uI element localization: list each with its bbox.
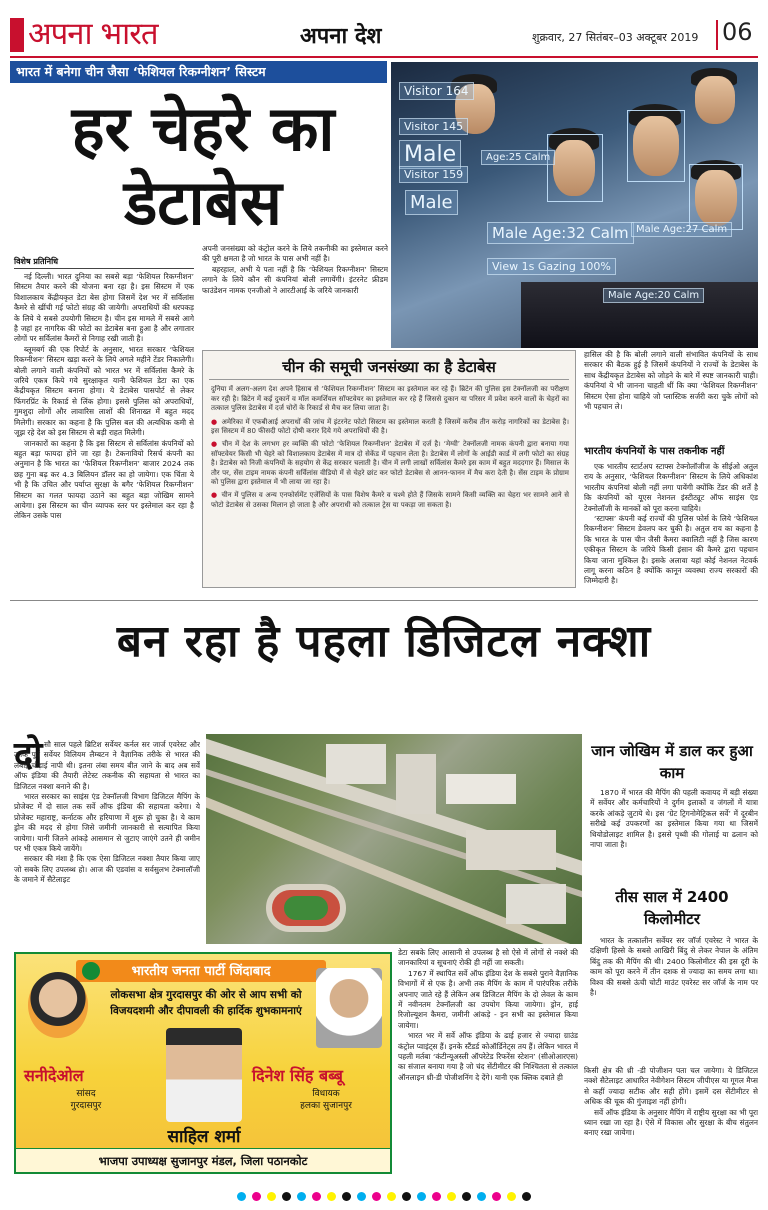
paragraph: भारत के तत्कालीन सर्वेयर सर जॉर्ज एवरेस्ट ने भारत के दक्षिणी हिस्से के सबसे आखिरी बिंदु से लेकर नेपाल के अंतिम बिंदु तक की मैपिंग की थी। 2400 किलोमीटर की इस दूरी के काम को पूरा करने में तीन दशक से ज्यादा का समय लगा था। विश्व की सबसे ऊंची चोटी माउंट एवरेस्ट सर जॉर्ज के नाम पर है। [590, 936, 758, 998]
story1-byline: विशेष प्रतिनिधि [14, 257, 59, 266]
story1-headline-line2: डेटाबेस [124, 166, 282, 239]
photo-tag: Visitor 159 [399, 166, 468, 183]
registration-dot [327, 1192, 336, 1201]
registration-dot [507, 1192, 516, 1201]
section-rule [10, 600, 758, 601]
story1-byline-rule [14, 268, 194, 269]
masthead-section: अपना देश [300, 24, 382, 49]
paragraph: एक भारतीय स्टार्टअप स्टाफ्स टेक्नोलॉजीज के सीईओ अतुल राय के अनुसार, ‘फेशियल रिकग्नीशन’ सिस्टम के लिये अधिकांश भारतीय कंपनियां बोली नहीं लगा पायेंगी क्योंकि टेंडर की शर्तें है कि कंपनियों को यूएस नेशनल इंस्टीट्यूट ऑफ साइंस एंड टेक्नोलॉजी के मानकों को पूरा करना चाहिये। [584, 462, 758, 513]
photo-tag: Male Age:32 Calm [487, 222, 634, 244]
right-portrait [316, 968, 382, 1048]
ad-greeting-line1: लोकसभा क्षेत्र गुरदासपुर की ओर से आप सभी को [110, 989, 302, 1001]
ad-slogan-band [76, 960, 326, 982]
ad-right-role: विधायक [312, 1089, 340, 1099]
registration-dot [432, 1192, 441, 1201]
story1-subhead: भारतीय कंपनियों के पास तकनीक नहीं [584, 446, 725, 457]
paragraph: डेटा सबके लिए आसानी से उपलब्ध है सो ऐसे में लोगों से नक्शे की जानकारियां व सूचनाएं रोकी ही नहीं जा सकती। [398, 948, 578, 968]
box-bullet-text: अमेरिका में एफबीआई अपराधों की जांच में इंटरनेट फोटो सिस्टम का इस्तेमाल करती है जिसमें करीब तीन करोड़ नागरिकों का डेटाबेस है। इस सिस्टम में 80 फीसदी फोटो दोषी करार दिये गये अपराधियों की है। [211, 417, 569, 436]
registration-dot [462, 1192, 471, 1201]
registration-dot [312, 1192, 321, 1201]
registration-dot [252, 1192, 261, 1201]
registration-dot [297, 1192, 306, 1201]
box-title: चीन की समूची जनसंख्या का है डेटाबेस [282, 358, 496, 376]
china-database-box [202, 350, 576, 588]
story1-headline-line1: हर चेहरे का [71, 92, 335, 165]
paragraph: किसी क्षेत्र की थ्री -डी पोजीशन पता चल जायेगा। ये डिजिटल नक्शे सैटेलाइट आधारित नेवीगेशन सिस्टम जीपीएस या गूगल मैप्स से कहीं ज्यादा सटीक और सही होंगे। इसमें दस सेंटीमीटर से अधिक की चूक की गुंजाइश नहीं होगी। [584, 1066, 758, 1107]
ad-slogan: भारतीय जनता पार्टी जिंदाबाद [131, 964, 271, 979]
paragraph: जानकारों का कहना है कि इस सिस्टम से सर्विलांस कंपनियों को बहुत बड़ा फायदा होने जा रहा है। टेकनावियो रिसर्च कंपनी का अनुमान है कि भारत का ‘फेशियल रिकग्नीशन’ बाजार 2024 तक छह गुना बढ़ कर 4.3 बिलियन डॉलर का हो जायेगा। एक चिंता ये भी है कि उचित और पर्याप्त सुरक्षा के बगैर ‘फेशियल रिकग्नीशन’ सिस्टम का गलत फायदा उठाने का बहुत बड़ा जोखिम सामने आयेगा। इस सिस्टम का चीन व्यापक स्तर पर इस्तेमाल कर रहा है लेकिन उसके पास [14, 438, 194, 521]
story2-column-1 [14, 735, 200, 922]
ad-left-name: सनीदेओल [24, 1066, 84, 1085]
paragraph: हासिल की है कि बोली लगाने वाली संभावित कंपनियों के साथ सरकार की बैठक हुई है जिसमें कंपनियों ने राज्यों के डेटाबेस के साथ केंद्रीयकृत डेटाबेस को जोड़ने के बारे में स्पष्ट जानकारी चाही। कंपनियां ये भी जानना चाहती थीं कि क्या ‘फेशियल रिकग्नीशन’ सिस्टम ऐसा होना चाहिये जो प्लास्टिक सर्जरी करा चुके लोगों को भी पहचान ले। [584, 350, 758, 412]
box-bullet-text: चीन में पुलिस व अन्य एनफोर्समेंट एजेंसियों के पास विशेष कैमरे व चश्मे होते हैं जिसके सामने किसी व्यक्ति का चेहरा भर सामने आने से फोटो डेटाबेस से उसका मिलान हो जाता है और अपराधी को तत्काल ट्रेस या पकड़ा जा सकता है। [211, 490, 569, 509]
registration-dot [447, 1192, 456, 1201]
paragraph: अपनी जनसंख्या को कंट्रोल करने के लिये तकनीकी का इस्तेमाल करने की पूरी क्षमता है जो भारत के पास अभी नहीं है। [202, 244, 388, 264]
paragraph: नई दिल्ली। भारत दुनिया का सबसे बड़ा ‘फेशियल रिकग्नीशन’ सिस्टम तैयार करने की योजना बना रहा है। इस सिस्टम में एक विशालकाय केंद्रीयकृत डेटा बेस होगा जिसमें देश भर में सर्विलांस कैमरे से खींची गई फोटो संग्रह की जायेगी। अपराधियों की धरपकड़ के लिये ये सबसे उपयोगी सिस्टम है। चीन इस मामले में सबसे आगे है जहां हर नागरिक की फोटो का डेटाबेस बना हुआ है और लगातार लोगों पर सर्विलांस कैमरों से निगाह रखी जाती है। [14, 272, 194, 344]
paragraph: सौ साल पहले ब्रिटिश सर्वेयर कर्नल सर जार्ज एवरेस्ट और उनके पूर्व सर्वेयर विलियम लैम्बटन ने वैज्ञानिक तरीके से भारत की लंबाई-चौड़ाई नापी थी। इतना लंबा समय बीत जाने के बाद अब सर्वे ऑफ इंडिया की तैयारी लेटेस्ट तकनीक की सहायता से भारत का डिजिटल नक्शा बनाने की है। [14, 740, 200, 791]
aerial-map-photo [206, 734, 582, 944]
registration-dot [357, 1192, 366, 1201]
paragraph: सर्वे ऑफ इंडिया के अनुसार मैपिंग में राष्ट्रीय सुरक्षा का भी पूरा ध्यान रखा जा रहा है। ऐसे में विकास और सुरक्षा के बीच संतुलन बनाए रखा जायेगा। [584, 1107, 758, 1138]
dropcap: दो [14, 735, 43, 776]
ad-right-name: दिनेश सिंह बब्बू [252, 1066, 343, 1085]
facial-recognition-photo [391, 62, 758, 348]
box-bullet-text: चीन में देश के लगभग हर व्यक्ति की फोटो ‘फेशियल रिकग्नीशन’ डेटाबेस में दर्ज है। ‘मेग्वी’ टेक्नॉलजी नामक कंपनी द्वारा बनाया गया सॉफ्टवेयर किसी भी चेहरे को विशालकाय डेटाबेस में मात्र दो सेकेंड में पहचान लेता है। डेटाबेस में लोगों के आईडी कार्ड में लगी फोटो का संग्रह है। डेटाबेस को निजी कंपनियों के सहयोग से केंद्र सरकार चलाती है। चीन में लगी लाखों सर्विलांस कैमरे इस काम में बहुत मददगार हैं। मिसाल के तौर पर, सेंस टाइम नामक कंपनी सर्विलांस वीडियो में से चेहरे छांट कर फोटो डेटाबेस से आनन-फानन में मैच करा देती है। सेंस टाइम के प्रोग्राम को पुलिस द्वारा इस्तेमाल में भी लाया जा रहा है। [211, 439, 569, 487]
side2-title: तीस साल में 2400 किलोमीटर [615, 888, 729, 928]
ad-left-place: गुरदासपुर [70, 1101, 102, 1111]
side1-title: जान जोखिम में डाल कर हुआ काम [591, 742, 753, 782]
paragraph: ब्लूमबर्ग की एक रिपोर्ट के अनुसार, भारत सरकार ‘फेशियल रिकग्नीशन’ सिस्टम खड़ा करने के लिये अगले महीने टेंडर निकालेगी। बोली लगाने वाली कंपनियों को भारत भर में सर्विलांस कैमरे के जरिये एकत्र किये गये सुरक्षाकृत यानी फेशियल डेटा का एक केंद्रीयकृत सिस्टम बनाना होगा। ये डेटाबेस पासपोर्ट से लेकर फिंगरप्रिंट के रिकार्ड से लिंक होगा। इससे पुलिस को अपराधियों, गुमशुदा लोगों और लावारिस लाशों की शिनाख्त में बहुत मदद मिलेगी। सरकार का कहना है कि पुलिस बल की अत्यधिक कमी से जूझ रहे देश को इस सिस्टम से बड़ी राहत मिलेगी। [14, 344, 194, 438]
box-bullet: ● अमेरिका में एफबीआई अपराधों की जांच में इंटरनेट फोटो सिस्टम का इस्तेमाल करती है जिसमें करीब तीन करोड़ नागरिकों का डेटाबेस है। इस सिस्टम में 80 फीसदी फोटो दोषी करार दिये गये अपराधियों की है। [211, 417, 569, 436]
story1-column-3b [584, 462, 758, 590]
advertisement [14, 952, 392, 1174]
story1-column-3 [584, 350, 758, 442]
paragraph: सरकार की मंशा है कि एक ऐसा डिजिटल नक्शा तैयार किया जाए जो सबके लिए उपलब्ध हो। आज की एडवांस व सर्वसुलभ टेक्नालॉजी के जमाने में सैटेलाइट [14, 854, 200, 885]
ad-footer: भाजपा उपाध्यक्ष सुजानपुर मंडल, जिला पठानकोट [98, 1154, 308, 1168]
photo-tag: Male [405, 190, 458, 215]
masthead-brand-block [10, 18, 24, 52]
paragraph: 1870 में भारत की मैपिंग की पहली कवायद में बड़ी संख्या में सर्वेयर और कर्मचारियों ने दुर्गम इलाकों व जंगलों में यात्रा करके आंकड़े जुटाये थे। इस ‘ग्रेट ट्रिगनोमेट्रिकल सर्वे’ में दूरबीन सरीखे कई उपकरणों का इस्तेमाल किया गया था जिसमें थियोडोलाइट शामिल है। इससे पृथ्वी की गोलाई या ढलान को नापा जाता है। [590, 788, 758, 850]
masthead-date: शुक्रवार, 27 सितंबर–03 अक्टूबर 2019 [532, 31, 699, 44]
ad-footer-band [16, 1148, 390, 1172]
photo-tag: Visitor 164 [399, 82, 474, 100]
paragraph: बहरहाल, अभी ये पता नहीं है कि ‘फेशियल रिकग्नीशन’ सिस्टम लगाने के लिये कौन सी कंपनियां बोली लगायेंगी। इंटरनेट फ्रीडम फाउंडेशन नामक एनजीओ ने आरटीआई के जरिये जानकारी [202, 264, 388, 295]
paragraph: ‘स्टाफ्स’ कंपनी कई राज्यों की पुलिस फोर्स के लिये ‘फेशियल रिकग्नीशन’ सिस्टम डेवलप कर चुकी है। अतुल राय का कहना है कि भारत के पास चीन जैसी कैमरा क्वालिटी नहीं है जिस कारण एकीकृत सिस्टम के जरिये किसी इंसान की कैमरे द्वारा पहचान किया जाना मुश्किल है। इसके अलावा यहां कोई नेशनल नेटवर्क लागू करना कठिन है क्योंकि कानून व्यवस्था राज्य सरकारों की जिम्मेदारी है। [584, 514, 758, 586]
box-bullet: ● चीन में पुलिस व अन्य एनफोर्समेंट एजेंसियों के पास विशेष कैमरे व चश्मे होते हैं जिसके सामने किसी व्यक्ति का चेहरा भर सामने आने से फोटो डेटाबेस से उसका मिलान हो जाता है और अपराधी को तत्काल ट्रेस या पकड़ा जा सकता है। [211, 490, 569, 509]
registration-dot [402, 1192, 411, 1201]
side1-body [590, 788, 758, 884]
story1-column-1 [14, 272, 194, 590]
registration-dot [237, 1192, 246, 1201]
photo-tag: Male Age:27 Calm [631, 222, 732, 237]
bjp-lotus-icon [82, 962, 100, 980]
story2-headline: बन रहा है पहला डिजिटल नक्शा [116, 616, 652, 667]
masthead-brand: अपना भारत [28, 16, 158, 52]
registration-dot [417, 1192, 426, 1201]
masthead-divider [716, 20, 718, 50]
photo-tag: Visitor 145 [399, 118, 468, 135]
masthead-rule [10, 56, 758, 58]
page-number: 06 [722, 18, 753, 46]
registration-dot [267, 1192, 276, 1201]
center-portrait [166, 1028, 242, 1122]
photo-tag: Male Age:20 Calm [603, 288, 704, 303]
registration-dot [477, 1192, 486, 1201]
photo-tag: View 1s Gazing 100% [487, 258, 616, 275]
ad-greeting-line2: विजयदशमी और दीपावली की हार्दिक शुभकामनाएं [110, 1005, 302, 1017]
story1-column-2-top [202, 244, 388, 340]
ad-right-place: हलका सुजानपुर [300, 1101, 352, 1111]
registration-dot [522, 1192, 531, 1201]
left-portrait [28, 972, 88, 1038]
story1-kicker-text: भारत में बनेगा चीन जैसा ‘फेशियल रिकग्नीशन’ सिस्टम [16, 64, 266, 79]
story1-kicker [10, 61, 387, 83]
registration-dot [342, 1192, 351, 1201]
story2-column-2 [398, 948, 578, 1172]
story2-column-3 [584, 1066, 758, 1172]
side2-body [590, 936, 758, 1044]
paragraph: 1767 में स्थापित सर्वे ऑफ इंडिया देश के सबसे पुराने वैज्ञानिक विभागों में से एक है। अभी तक मैपिंग के काम में पारंपरिक तरीके अपनाए जाते रहे हैं लेकिन अब डिजिटल मैपिंग के दो लेवल के काम में नवीनतम टेक्नॉलजी का उपयोग किया जायेगा। ड्रोन, हाई रिजोल्यूशन कैमरा, जमीनी आंकड़े - इन सभी का इस्तेमाल किया जायेगा। [398, 968, 578, 1030]
registration-dot [492, 1192, 501, 1201]
ad-center-name: साहिल शर्मा [167, 1127, 241, 1147]
paragraph: भारत सरकार का साइंस एंड टेक्नॉलजी विभाग डिजिटल मैपिंग के प्रोजेक्ट में दो साल तक सर्वे ऑफ इंडिया की सहायता करेगा। ये प्रोजेक्ट महाराष्ट्र, कर्नाटक और हरियाणा में शुरू हो चुका है। ये काम ड्रोन की मदद से होगा जिसे जमीनी जानकारी से सत्यापित किया जायेगा। यानी जितने आंकड़े आसमान से जुटाए जाएंगे उतने ही जमीन पर भी एकत्र किये जायेंगे। [14, 792, 200, 854]
photo-tag: Age:25 Calm [481, 150, 555, 165]
registration-dot [372, 1192, 381, 1201]
box-body [211, 385, 569, 585]
paragraph: भारत भर में सर्वे ऑफ इंडिया के ढाई हजार से ज्यादा ग्राउंड कंट्रोल प्वाइंट्स हैं। इनके स्टैंडर्ड कोऑर्डिनेट्स तय हैं। लेकिन भारत में पहली मर्तबा ‘कंटीन्यूअस्ली ऑपरेटेड रिफरेंस स्टेशन’ (सीओआरएस) का संजाल बनाया गया है जो चंद सेंटीमीटर की निश्चितता से तत्काल ऑनलाइन थ्री-डी पोजीशनिंग दे देंगे। यानी एक क्लिक दबाते ही [398, 1031, 578, 1082]
photo-tag: Male [399, 140, 461, 169]
box-bullet: ● चीन में देश के लगभग हर व्यक्ति की फोटो ‘फेशियल रिकग्नीशन’ डेटाबेस में दर्ज है। ‘मेग्वी’ टेक्नॉलजी नामक कंपनी द्वारा बनाया गया सॉफ्टवेयर किसी भी चेहरे को विशालकाय डेटाबेस में मात्र दो सेकेंड में पहचान लेता है। डेटाबेस में लोगों के आईडी कार्ड में लगी फोटो का संग्रह है। डेटाबेस को निजी कंपनियों के सहयोग से केंद्र सरकार चलाती है। चीन में लगी लाखों सर्विलांस कैमरे इस काम में बहुत मददगार हैं। मिसाल के तौर पर, सेंस टाइम नामक कंपनी सर्विलांस वीडियो में से चेहरे छांट कर फोटो डेटाबेस से आनन-फानन में मैच करा देती है। सेंस टाइम के प्रोग्राम को पुलिस द्वारा इस्तेमाल में भी लाया जा रहा है। [211, 439, 569, 487]
registration-dot [387, 1192, 396, 1201]
registration-dot [282, 1192, 291, 1201]
registration-dots [10, 1186, 758, 1200]
ad-left-role: सांसद [76, 1089, 96, 1099]
box-intro: दुनिया में अलग-अलग देश अपने हिसाब से ‘फेशियल रिकग्नीशन’ सिस्टम का इस्तेमाल कर रहे हैं। ब्रिटेन की पुलिस इस टेक्नॉलजी का परीक्षण कर रही है। ब्रिटेन में कई दुकानें व मॉल कमर्शियल सॉफ्टवेयर का इस्तेमाल कर रहे हैं जिससे दुकान या परिसर में प्रवेश करने वालों के चेहरों का तत्काल पुलिस डेटाबेस में दर्ज चोरों के रिकार्ड से मैच कर लिया जाता है। [211, 385, 569, 413]
